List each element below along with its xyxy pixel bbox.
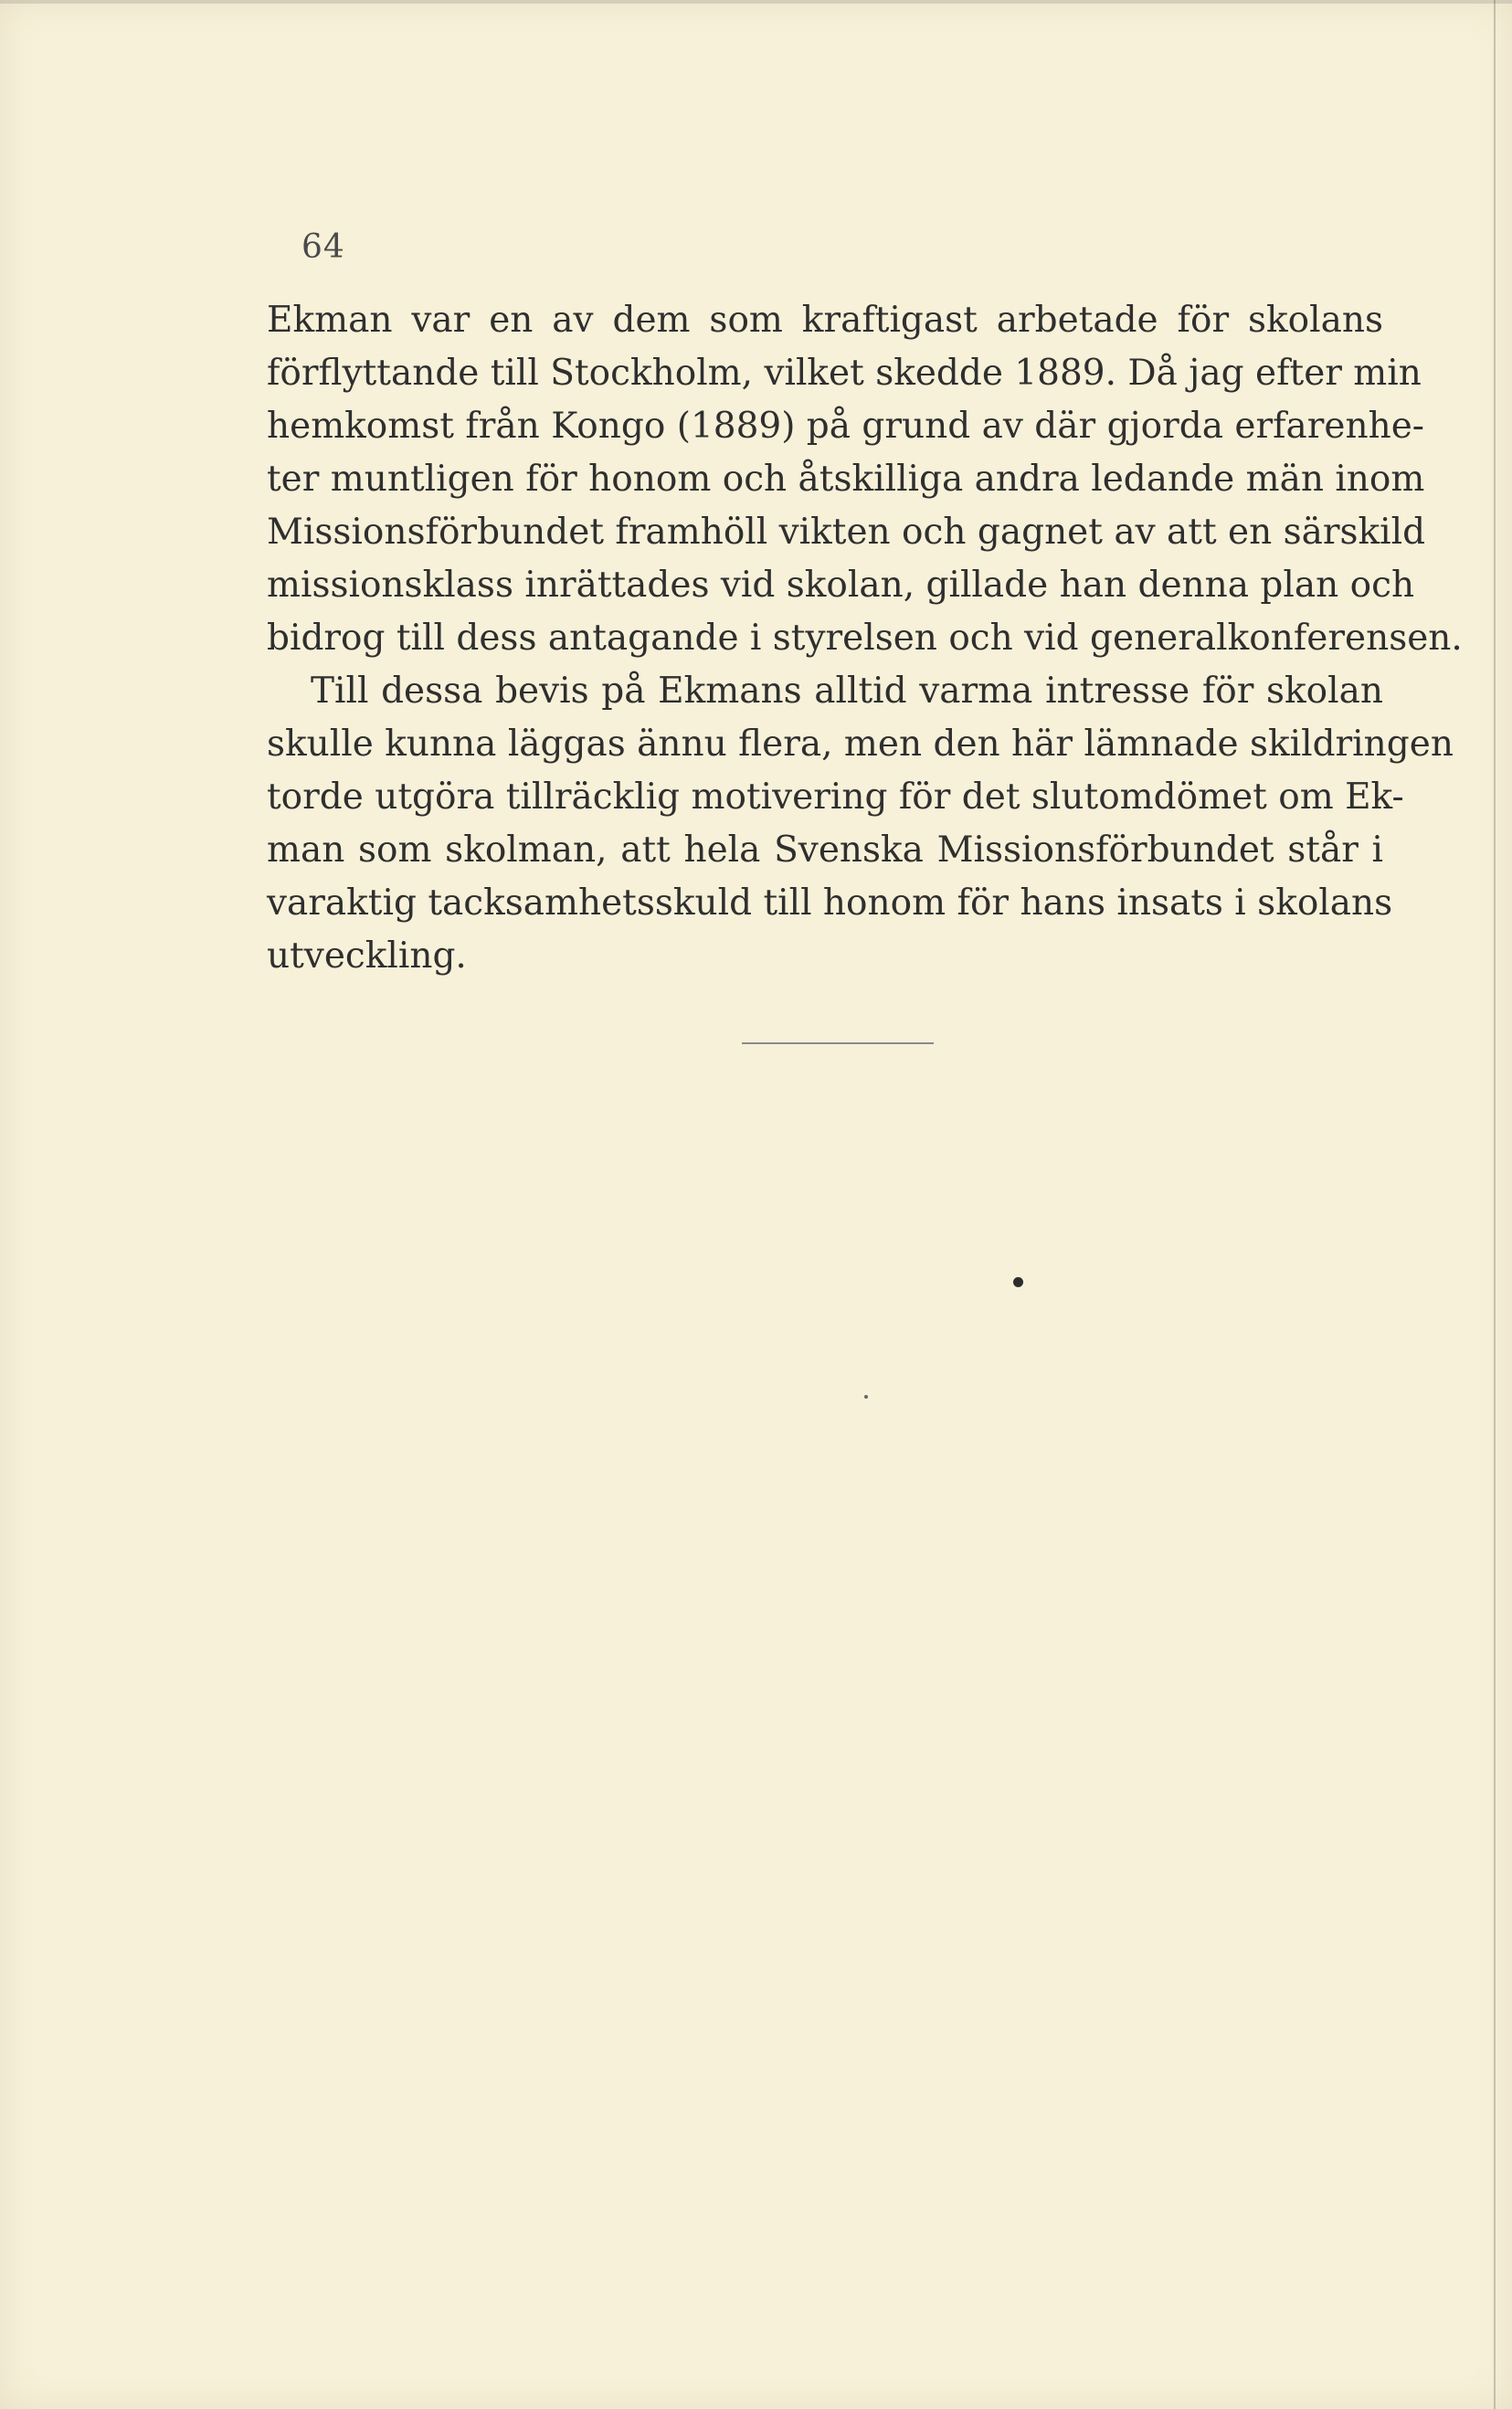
text-line: varaktig tacksamhetsskuld till honom för hans insats i skolans	[267, 882, 1393, 924]
text-line: Missionsförbundet framhöll vikten och gagnet av att en särskild	[267, 512, 1426, 553]
text-line: man som skolman, att hela Svenska Missionsförbundet står i	[267, 829, 1383, 871]
text-line: Till dessa bevis på Ekmans alltid varma intresse för skolan	[311, 671, 1383, 712]
text-line: missionsklass inrättades vid skolan, gillade han denna plan och	[267, 565, 1415, 606]
text-line: ter muntligen för honom och åtskilliga andra ledande män inom	[267, 459, 1425, 500]
text-line: utveckling.	[267, 935, 467, 977]
text-line: Ekman var en av dem som kraftigast arbetade för skolans	[267, 300, 1383, 341]
section-divider	[742, 1042, 934, 1044]
body-text	[267, 294, 1463, 983]
text-line: torde utgöra tillräcklig motivering för det slutomdömet om Ek-	[267, 777, 1404, 818]
page-right-edge	[1494, 0, 1496, 2409]
text-line: bidrog till dess antagande i styrelsen och vid generalkonferensen.	[267, 618, 1463, 659]
text-line: förflyttande till Stockholm, vilket skedde 1889. Då jag efter min	[267, 353, 1422, 394]
ink-speck	[864, 1395, 868, 1399]
page-number: 64	[301, 228, 345, 266]
page-top-edge	[0, 0, 1512, 4]
ink-speck	[1013, 1277, 1023, 1287]
text-line: skulle kunna läggas ännu flera, men den här lämnade skildringen	[267, 724, 1454, 765]
text-line: hemkomst från Kongo (1889) på grund av där gjorda erfarenhe-	[267, 406, 1424, 447]
